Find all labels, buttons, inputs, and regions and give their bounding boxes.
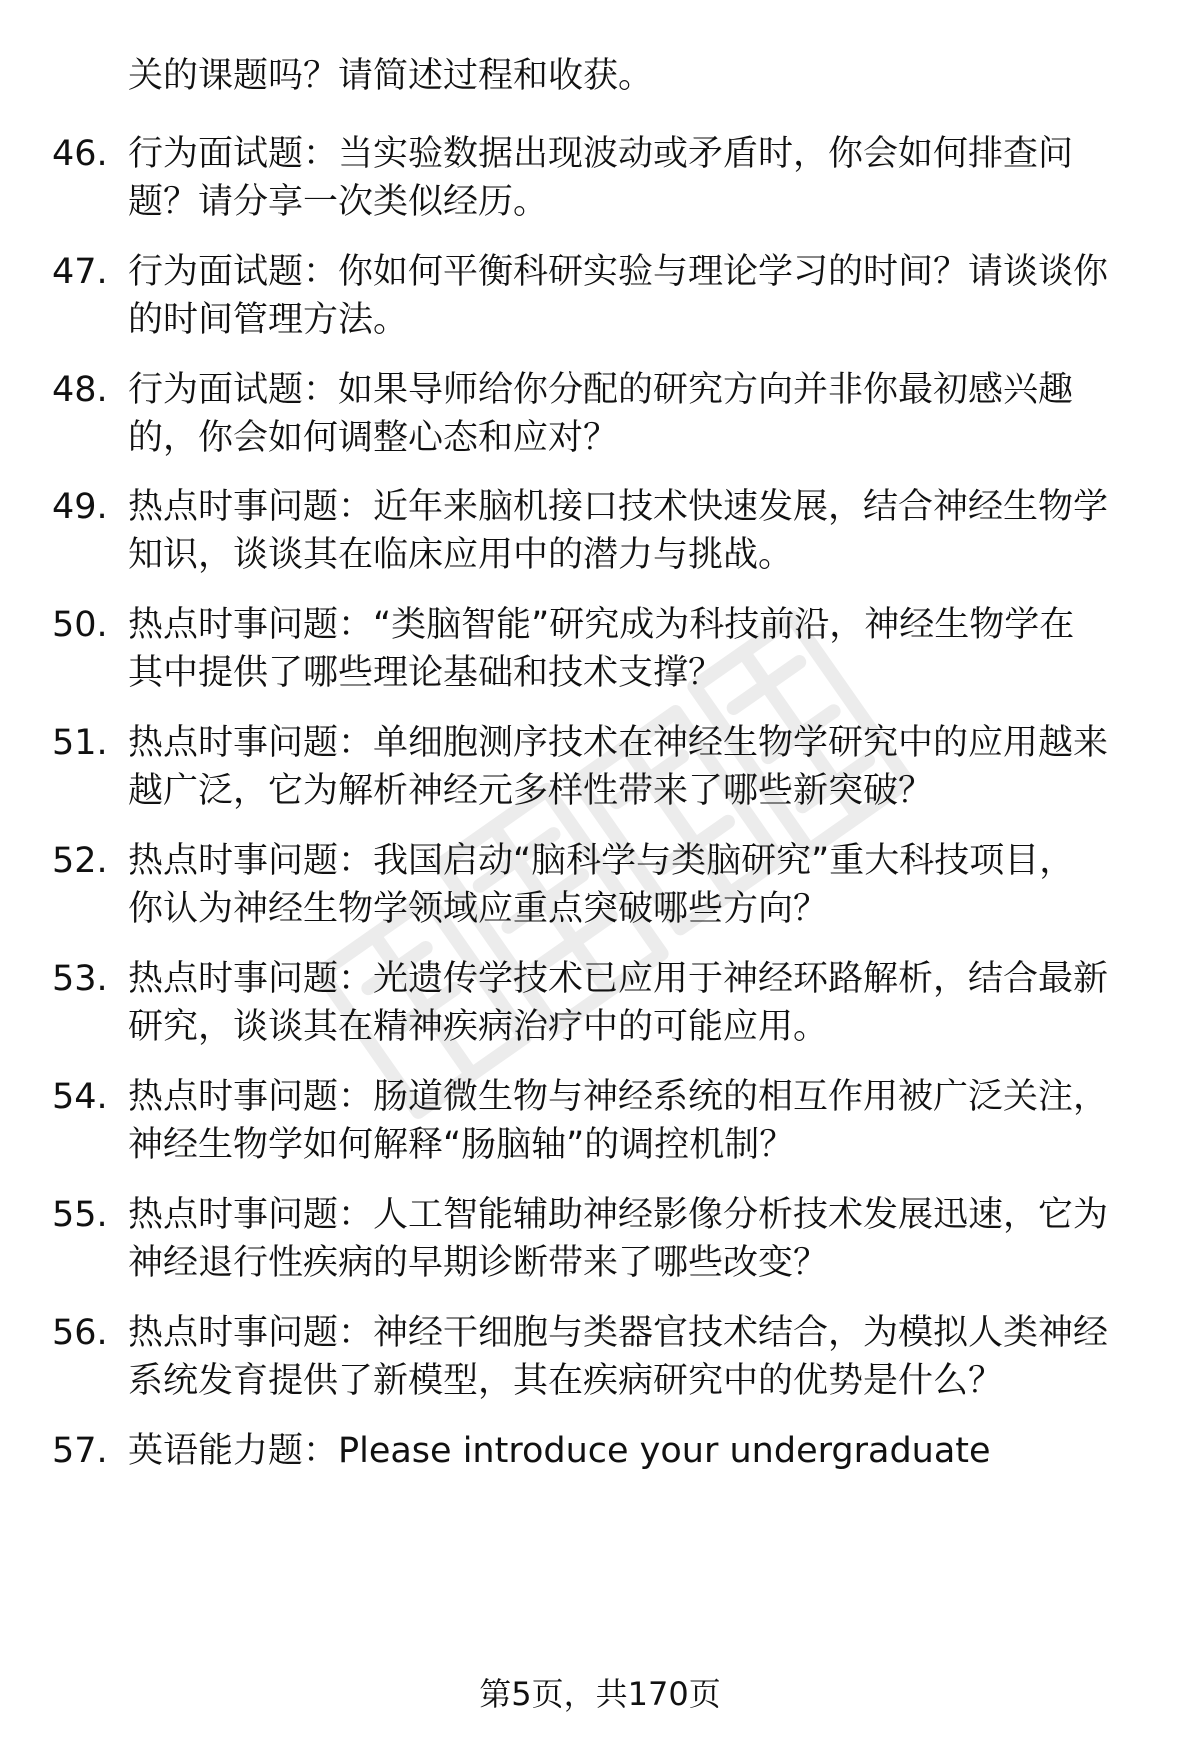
question-line-2: 的时间管理方法。: [128, 300, 409, 340]
question-text: [128, 483, 1138, 579]
question-item: [0, 483, 1200, 593]
question-line-1: 热点时事问题：肠道微生物与神经系统的相互作用被广泛关注，: [128, 1077, 1109, 1117]
question-item: [0, 130, 1200, 240]
question-line-1: 热点时事问题：“类脑智能”研究成为科技前沿，神经生物学在: [128, 605, 1075, 645]
question-number: 49.: [52, 487, 108, 527]
question-item: [0, 1309, 1200, 1419]
question-line-1: 热点时事问题：我国启动“脑科学与类脑研究”重大科技项目，: [128, 841, 1075, 881]
question-line-2: 研究，谈谈其在精神疾病治疗中的可能应用。: [128, 1007, 829, 1047]
question-item: [0, 719, 1200, 829]
question-number: 51.: [52, 723, 108, 763]
question-line-1: 行为面试题：当实验数据出现波动或矛盾时，你会如何排查问: [128, 134, 1074, 174]
question-text: [128, 601, 1138, 697]
question-item: [0, 601, 1200, 711]
question-text: [128, 1073, 1138, 1169]
question-number: 56.: [52, 1313, 108, 1353]
question-line-1: 热点时事问题：光遗传学技术已应用于神经环路解析，结合最新: [128, 959, 1109, 999]
question-number: 47.: [52, 252, 108, 292]
question-number: 55.: [52, 1195, 108, 1235]
question-number: 54.: [52, 1077, 108, 1117]
question-line-1: 英语能力题：Please introduce your undergraduate: [128, 1431, 991, 1471]
question-number: 52.: [52, 841, 108, 881]
question-text: [128, 130, 1138, 226]
question-text: [128, 1191, 1138, 1287]
question-text: [128, 955, 1138, 1051]
question-text: [128, 837, 1138, 933]
question-text: [128, 1427, 1138, 1475]
question-line-1: 热点时事问题：神经干细胞与类器官技术结合，为模拟人类神经: [128, 1313, 1109, 1353]
question-text: [128, 1309, 1138, 1405]
question-item: [0, 1427, 1200, 1537]
question-item: [0, 1073, 1200, 1183]
question-item: [0, 837, 1200, 947]
question-number: 46.: [52, 134, 108, 174]
question-item: [0, 248, 1200, 358]
question-number: 50.: [52, 605, 108, 645]
question-number: 57.: [52, 1431, 108, 1471]
question-line-1: 行为面试题：你如何平衡科研实验与理论学习的时间？请谈谈你: [128, 252, 1109, 292]
page-number-footer: 第5页，共170页: [479, 1675, 721, 1713]
question-line-1: 热点时事问题：单细胞测序技术在神经生物学研究中的应用越来: [128, 723, 1109, 763]
question-item: [0, 1191, 1200, 1301]
question-line-1: 行为面试题：如果导师给你分配的研究方向并非你最初感兴趣: [128, 370, 1074, 410]
question-item: [0, 366, 1200, 476]
question-line-2: 神经生物学如何解释“肠脑轴”的调控机制？: [128, 1125, 795, 1165]
question-text: [128, 366, 1138, 462]
question-item: [0, 955, 1200, 1065]
question-line-2: 你认为神经生物学领域应重点突破哪些方向？: [128, 889, 829, 929]
question-text: [128, 719, 1138, 815]
question-number: 53.: [52, 959, 108, 999]
question-line-1: 热点时事问题：近年来脑机接口技术快速发展，结合神经生物学: [128, 487, 1109, 527]
question-line-2: 题？请分享一次类似经历。: [128, 182, 549, 222]
question-line-2: 其中提供了哪些理论基础和技术支撑？: [128, 653, 724, 693]
question-line-2: 系统发育提供了新模型，其在疾病研究中的优势是什么？: [128, 1361, 1004, 1401]
question-text: [128, 248, 1138, 344]
continuation-line: 关的课题吗？请简述过程和收获。: [128, 56, 654, 96]
question-line-2: 知识，谈谈其在临床应用中的潜力与挑战。: [128, 535, 794, 575]
question-number: 48.: [52, 370, 108, 410]
question-line-2: 的，你会如何调整心态和应对？: [128, 418, 619, 458]
question-line-2: 神经退行性疾病的早期诊断带来了哪些改变？: [128, 1243, 829, 1283]
question-line-1: 热点时事问题：人工智能辅助神经影像分析技术发展迅速，它为: [128, 1195, 1109, 1235]
question-line-2: 越广泛，它为解析神经元多样性带来了哪些新突破？: [128, 771, 934, 811]
